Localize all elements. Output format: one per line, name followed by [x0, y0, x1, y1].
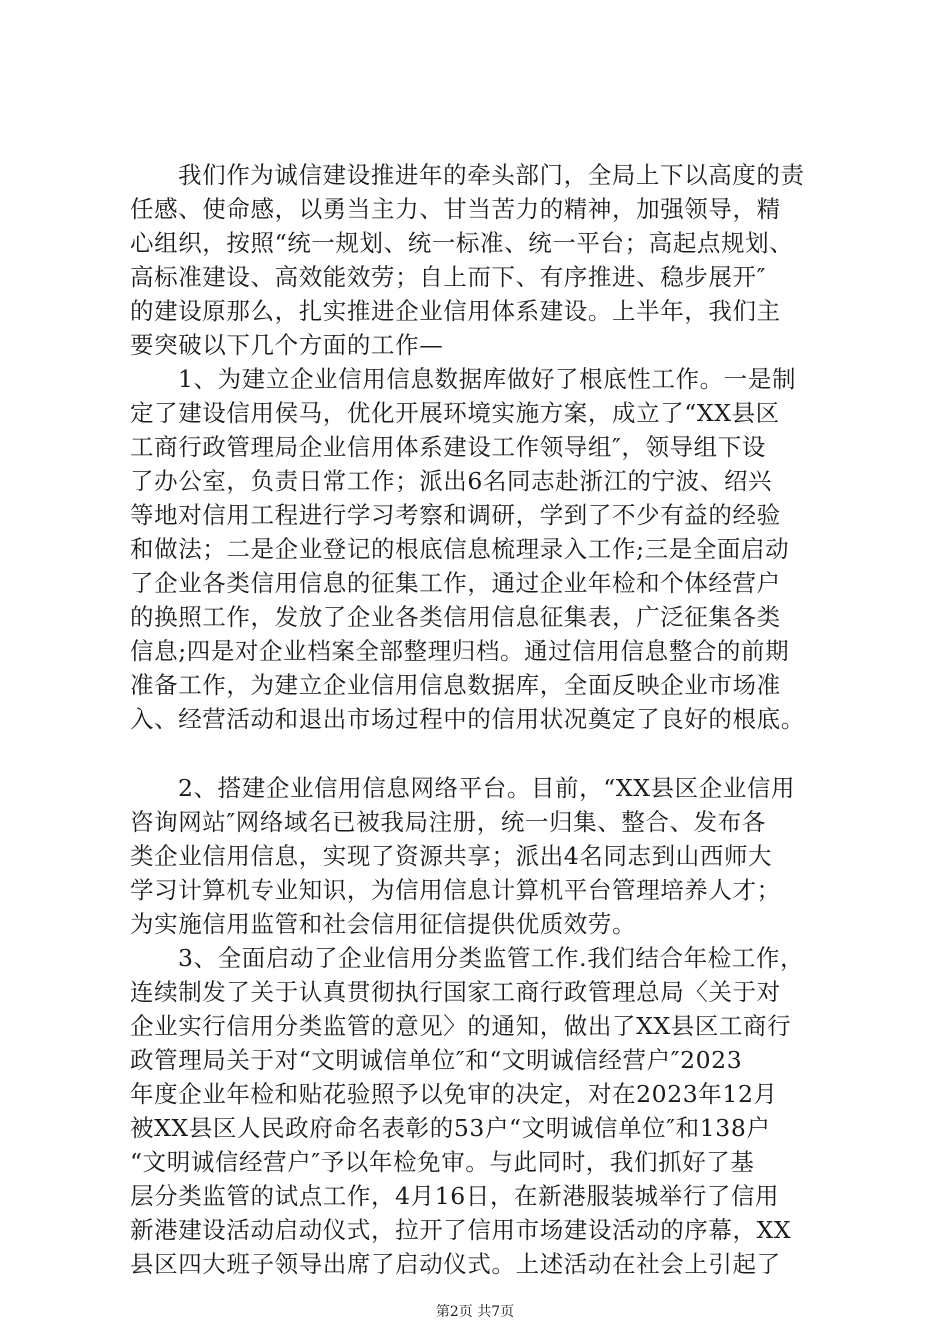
paragraph-1-line-11: 入、经营活动和退出市场过程中的信用状况奠定了良好的根底。: [130, 705, 805, 733]
paragraph-1-line-9: 信息;四是对企业档案全部整理归档。通过信用信息整合的前期: [130, 637, 790, 665]
paragraph-1-line-3: 工商行政管理局企业信用体系建设工作领导组″，领导组下设: [130, 433, 766, 461]
paragraph-3-line-2: 连续制发了关于认真贯彻执行国家工商行政管理总局〈关于对: [130, 978, 781, 1006]
paragraph-1-line-2: 定了建设信用侯马，优化开展环境实施方案，成立了“XX县区: [130, 399, 780, 427]
paragraph-intro-line-6: 要突破以下几个方面的工作—: [130, 331, 444, 359]
paragraph-2-line-2: 咨询网站″网络域名已被我局注册，统一归集、整合、发布各: [130, 808, 766, 836]
paragraph-2-line-5: 为实施信用监管和社会信用征信提供优质效劳。: [130, 910, 637, 938]
paragraph-3-line-3: 企业实行信用分类监管的意见〉的通知，做出了XX县区工商行: [130, 1012, 792, 1040]
paragraph-2-line-1: 2、搭建企业信用信息网络平台。目前，“XX县区企业信用: [178, 774, 796, 802]
paragraph-3-line-9: 新港建设活动启动仪式，拉开了信用市场建设活动的序幕，XX: [130, 1216, 792, 1244]
paragraph-1-line-5: 等地对信用工程进行学习考察和调研，学到了不少有益的经验: [130, 501, 781, 529]
paragraph-3-line-5: 年度企业年检和贴花验照予以免审的决定，对在2023年12月: [130, 1080, 778, 1108]
paragraph-1-line-6: 和做法；二是企业登记的根底信息梳理录入工作;三是全面启动: [130, 535, 790, 563]
paragraph-3-line-8: 层分类监管的试点工作，4月16日，在新港服装城举行了信用: [130, 1182, 780, 1210]
page-footer: 第2页 共7页: [435, 1304, 515, 1320]
paragraph-3-line-7: “文明诚信经营户″予以年检免审。与此同时，我们抓好了基: [130, 1148, 755, 1176]
paragraph-1-line-8: 的换照工作，发放了企业各类信用信息征集表，广泛征集各类: [130, 603, 781, 631]
paragraph-1-line-10: 准备工作，为建立企业信用信息数据库，全面反映企业市场准: [130, 671, 781, 699]
paragraph-2-line-3: 类企业信用信息，实现了资源共享；派出4名同志到山西师大: [130, 842, 773, 870]
paragraph-intro-line-4: 高标准建设、高效能效劳；自上而下、有序推进、稳步展开″: [130, 263, 766, 291]
paragraph-1-line-4: 了办公室，负责日常工作；派出6名同志赴浙江的宁波、绍兴: [130, 467, 773, 495]
paragraph-1-line-1: 1、为建立企业信用信息数据库做好了根底性工作。一是制: [178, 365, 797, 393]
paragraph-intro-line-1: 我们作为诚信建设推进年的牵头部门，全局上下以高度的责: [178, 161, 805, 189]
paragraph-3-line-1: 3、全面启动了企业信用分类监管工作.我们结合年检工作，: [178, 944, 805, 972]
paragraph-3-line-10: 县区四大班子领导出席了启动仪式。上述活动在社会上引起了: [130, 1250, 781, 1278]
paragraph-intro-line-3: 心组织，按照“统一规划、统一标准、统一平台；高起点规划、: [130, 229, 794, 257]
paragraph-intro-line-2: 任感、使命感，以勇当主力、甘当苦力的精神，加强领导，精: [130, 195, 781, 223]
paragraph-3-line-6: 被XX县区人民政府命名表彰的53户“文明诚信单位″和138户: [130, 1114, 771, 1142]
paragraph-2-line-4: 学习计算机专业知识，为信用信息计算机平台管理培养人才；: [130, 876, 781, 904]
paragraph-1-line-7: 了企业各类信用信息的征集工作，通过企业年检和个体经营户: [130, 569, 781, 597]
paragraph-3-line-4: 政管理局关于对“文明诚信单位″和“文明诚信经营户″2023: [130, 1046, 743, 1074]
paragraph-intro-line-5: 的建设原那么，扎实推进企业信用体系建设。上半年，我们主: [130, 297, 781, 325]
